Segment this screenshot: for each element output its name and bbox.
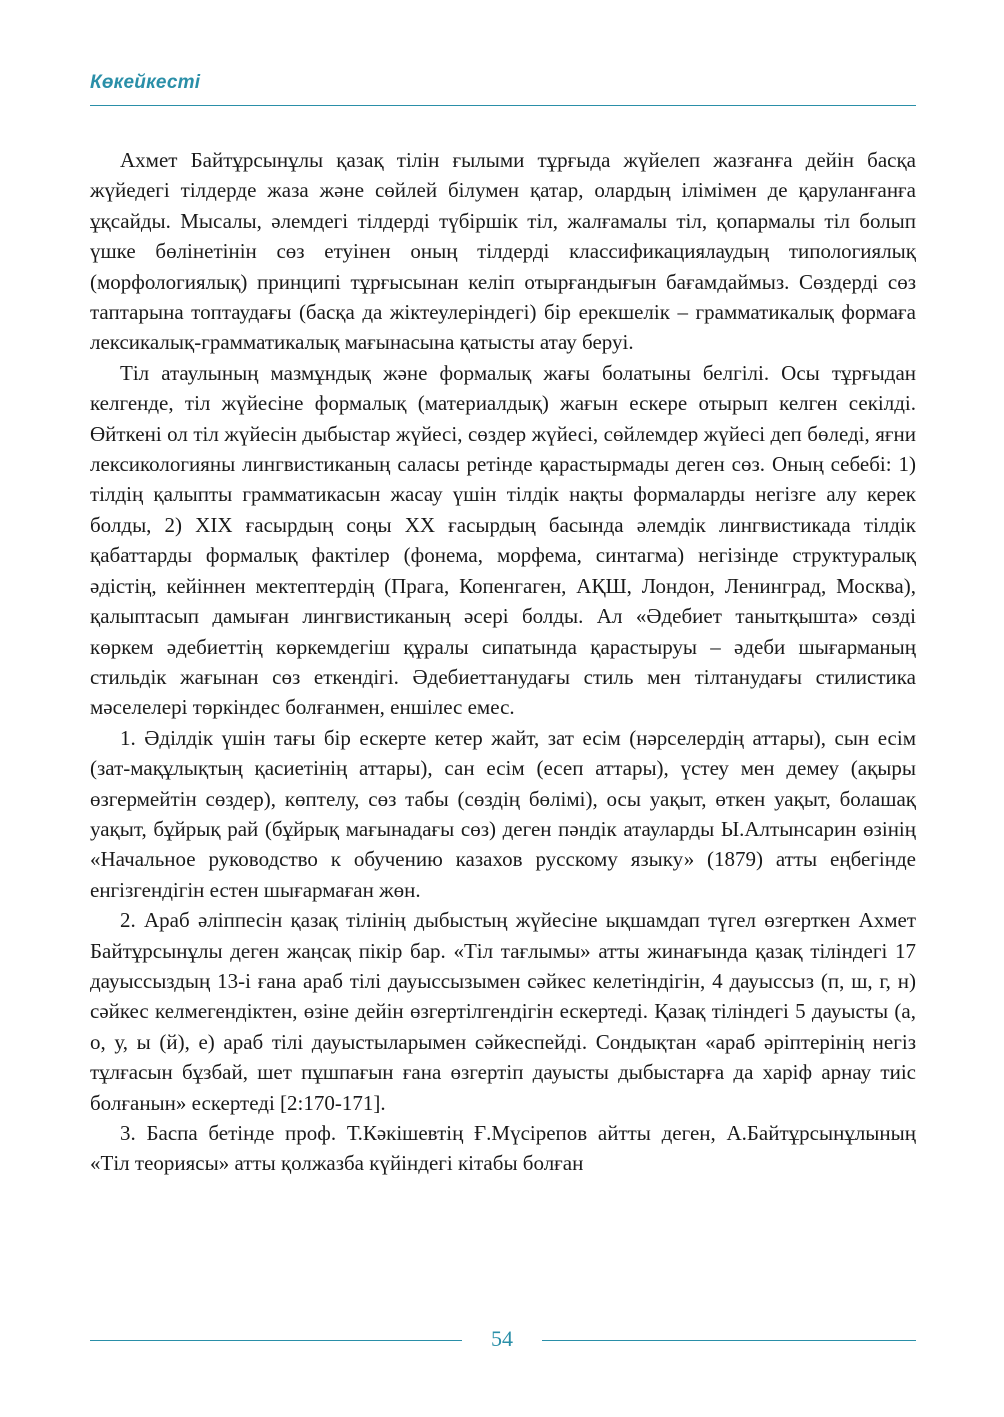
footer-rule-left (90, 1340, 462, 1341)
paragraph-4: 2. Араб әліппесін қазақ тілінің дыбыстың жүйесіне ықшамдап түгел өзгерткен Ахмет Байтұрсынұлы деген жаңсақ пікір бар. «Тіл тағлымы» атты жинағында қазақ тіліндегі 17 дауыссыздың 13-і ғана араб тілі дауыссызымен сәйкес келетіндігін, 4 дауыссыз (п, ш, г, н) сәйкес келмегендіктен, өзіне дейін өзгертілгендігін ескертеді. Қазақ тіліндегі 5 дауысты (а, о, у, ы (й), е) араб тілі дауыстыларымен сәйкеспейді. Сондықтан «араб әріптерінің негіз тұлғасын бұзбай, шет пұшпағын ғана өзгертіп дауысты дыбыстарға да харіф арнау тиіс болғанын» ескертеді [2:170-171]. (90, 908, 916, 1115)
paragraph-5: 3. Баспа бетінде проф. Т.Кәкішевтің Ғ.Мүсірепов айтты деген, А.Байтұрсынұлының «Тіл теориясы» атты қолжазба күйіндегі кітабы болған (90, 1121, 916, 1176)
paragraph-2: Тіл атаулының мазмұндық және формалық жағы болатыны белгілі. Осы тұрғыдан келгенде, тіл жүйесіне формалық (материалдық) жағын ескере отырып келген секілді. Өйткені ол тіл жүйесін дыбыстар жүйесі, сөздер жүйесі, сөйлемдер жүйесі деп бөледі, яғни лексикологияны лингвистиканың саласы ретінде қарастырмады деген сөз. Оның себебі: 1) тілдің қалыпты грамматикасын жасау үшін тілдік нақты формаларды негізге алу керек болды, 2) XIX ғасырдың соңы XX ғасырдың басында әлемдік лингвистикада тілдік қабаттарды формалық фактілер (фонема, морфема, синтагма) негізінде структуралық әдістің, кейіннен мектептердің (Прага, Копенгаген, АҚШ, Лондон, Ленинград, Москва), қалыптасып дамыған лингвистиканың әсері болды. Ал «Әдебиет танытқышта» сөзді көркем әдебиеттің көркемдегіш құралы сипатында қарастыруы – әдеби шығарманың стильдік жағынан сөз еткендігі. Әдебиеттанудағы стиль мен тілтанудағы стилистика мәселелері төркіндес болғанмен, еншілес емес. (90, 360, 916, 720)
paragraph-3: 1. Әділдік үшін тағы бір ескерте кетер жайт, зат есім (нәрселердің аттары), сын есім (зат-мақұлықтың қасиетінің аттары), сан есім (есеп аттары), үстеу мен демеу (ақыры өзгермейтін сөздер), көптелу, сөз табы (сөздің бөлімі), осы уақыт, өткен уақыт, болашақ уақыт, бұйрық рай (бұйрық мағынадағы сөз) деген пәндік атауларды Ы.Алтынсарин өзінің «Начальное руководство к обучению казахов русскому языку» (1879) атты еңбегінде енгізгендігін естен шығармаған жөн. (90, 725, 916, 902)
footer-rule-right (542, 1340, 916, 1341)
body-text (90, 145, 916, 1179)
running-head-title: Көкейкесті (90, 72, 201, 93)
paragraph-1: Ахмет Байтұрсынұлы қазақ тілін ғылыми тұрғыда жүйелеп жазғанға дейін басқа жүйедегі тілдерде жаза және сөйлей білумен қатар, олардың ілімімен де қаруланғанға ұқсайды. Мысалы, әлемдегі тілдерді түбіршік тіл, жалғамалы тіл, қопармалы тіл болып үшке бөлінетінін сөз етуінен оның тілдерді классификациялаудың типологиялық (морфологиялық) принципі тұрғысынан келіп отырғандығын бағамдаймыз. Сөздерді сөз таптарына топтаудағы (басқа да жіктеулеріндегі) бір ерекшелік – грамматикалық формаға лексикалық-грамматикалық мағынасына қатысты атау беруі. (90, 148, 916, 355)
page-number: 54 (491, 1326, 513, 1351)
header-rule (90, 105, 916, 106)
